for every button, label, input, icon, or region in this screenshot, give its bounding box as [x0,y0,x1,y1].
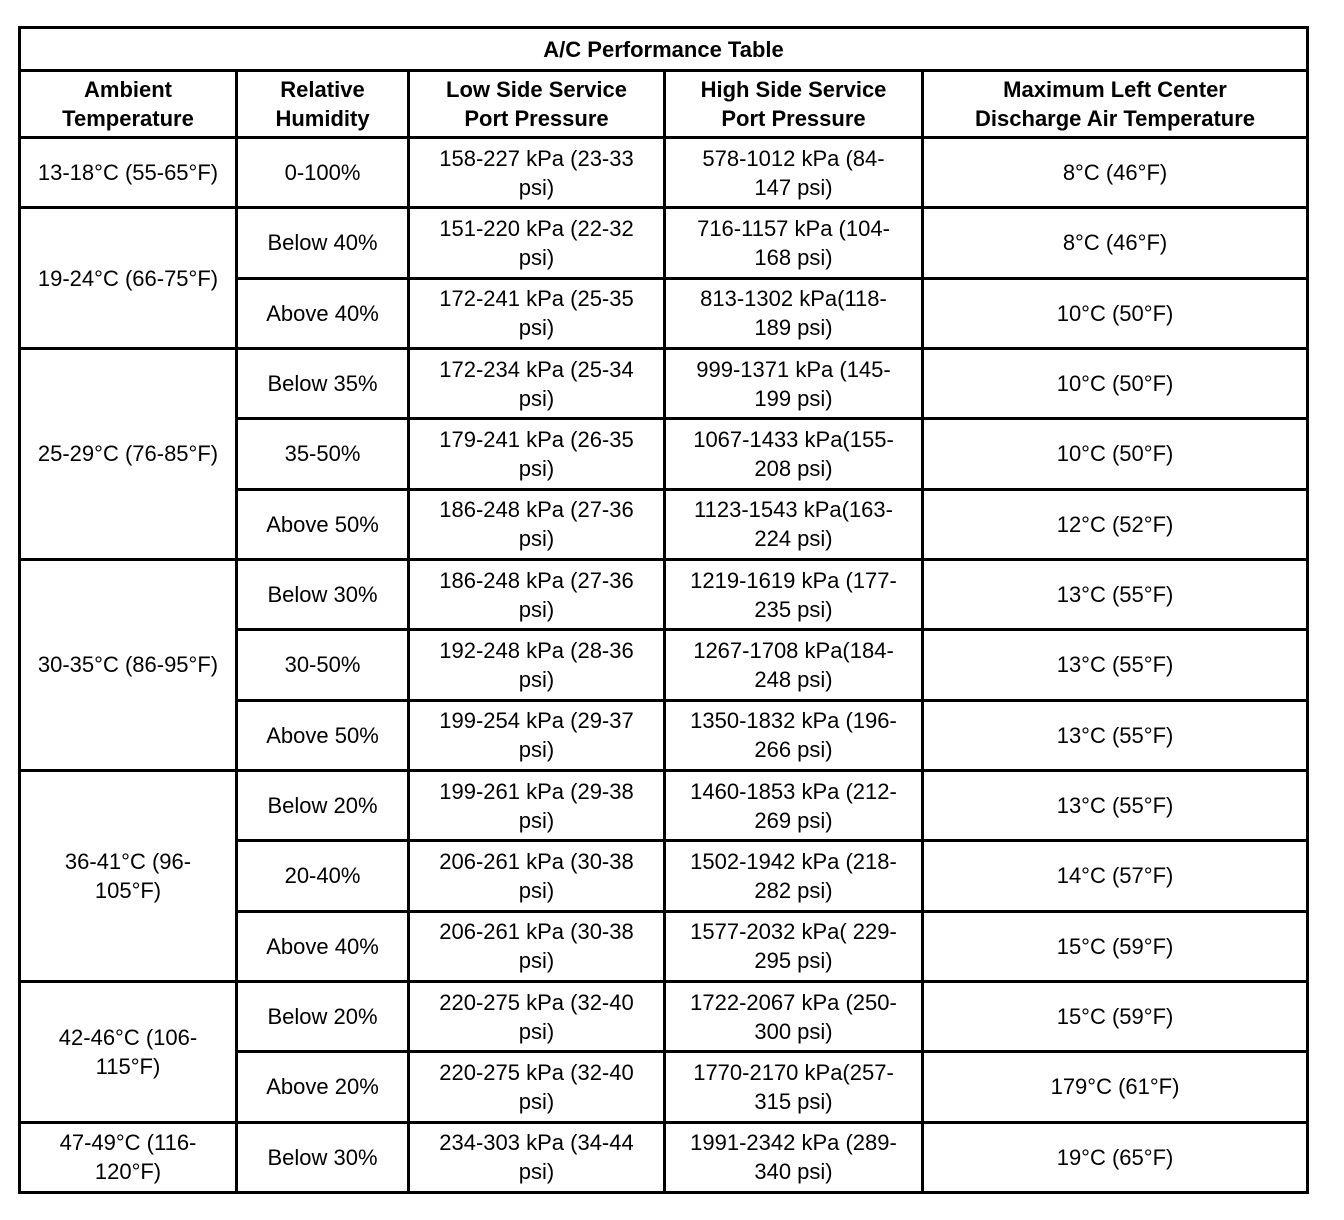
high-side-pressure-line: 269 psi) [754,807,833,833]
humidity-cell: 30-50% [237,630,409,700]
humidity-cell: 0-100% [237,138,409,208]
high-side-pressure-line: 578-1012 kPa (84- [702,145,885,171]
humidity-cell: Above 50% [237,489,409,559]
table-row [20,348,1308,418]
high-side-pressure-line: 315 psi) [754,1088,833,1114]
discharge-air-temperature-cell: 179°C (61°F) [923,1052,1308,1122]
high-side-pressure-line: 1577-2032 kPa( 229- [690,919,897,945]
humidity-cell: Below 20% [237,770,409,840]
high-side-pressure-line: 282 psi) [754,877,833,903]
humidity-cell: Below 20% [237,981,409,1051]
low-side-pressure-line: psi) [518,877,555,903]
high-side-pressure-cell [665,981,923,1051]
low-side-pressure-line: psi) [518,948,555,974]
low-side-pressure-line: psi) [518,174,555,200]
high-side-pressure-line: 1770-2170 kPa(257- [693,1059,894,1085]
ambient-temperature-line: 13-18°C (55-65°F) [37,160,219,186]
ambient-temperature-line: 30-35°C (86-95°F) [37,652,219,678]
header-low-side-pressure [409,71,665,138]
high-side-pressure-line: 1460-1853 kPa (212- [690,778,897,804]
high-side-pressure-line: 300 psi) [754,1018,833,1044]
low-side-pressure-cell [409,559,665,629]
ac-performance-table [18,26,1309,1194]
high-side-pressure-line: 189 psi) [754,315,833,341]
humidity-cell: 20-40% [237,841,409,911]
high-side-pressure-cell [665,1122,923,1192]
high-side-pressure-cell [665,630,923,700]
low-side-pressure-line: 220-275 kPa (32-40 [439,1059,634,1085]
humidity-cell: 35-50% [237,419,409,489]
ambient-temperature-line: 19-24°C (66-75°F) [37,265,219,291]
low-side-pressure-line: 179-241 kPa (26-35 [439,426,634,452]
header-line: Port Pressure [464,106,609,131]
high-side-pressure-line: 235 psi) [754,596,833,622]
humidity-cell: Above 40% [237,278,409,348]
table-title: A/C Performance Table [20,28,1308,71]
high-side-pressure-line: 224 psi) [754,526,833,552]
low-side-pressure-cell [409,1122,665,1192]
high-side-pressure-cell [665,138,923,208]
low-side-pressure-line: psi) [518,1159,555,1185]
low-side-pressure-cell [409,489,665,559]
low-side-pressure-line: psi) [518,455,555,481]
header-row [20,71,1308,138]
humidity-cell: Below 40% [237,208,409,278]
low-side-pressure-cell [409,138,665,208]
high-side-pressure-cell [665,911,923,981]
low-side-pressure-cell [409,981,665,1051]
low-side-pressure-line: 199-261 kPa (29-38 [439,778,634,804]
header-discharge-air-temperature [923,71,1308,138]
low-side-pressure-line: psi) [518,1088,555,1114]
ambient-temperature-cell [20,559,237,770]
high-side-pressure-line: 266 psi) [754,737,833,763]
high-side-pressure-line: 208 psi) [754,455,833,481]
header-line: Low Side Service [446,77,627,102]
high-side-pressure-cell [665,348,923,418]
high-side-pressure-cell [665,419,923,489]
header-relative-humidity [237,71,409,138]
discharge-air-temperature-cell: 13°C (55°F) [923,700,1308,770]
header-line: High Side Service [700,77,887,102]
header-line: Maximum Left Center [1003,77,1227,102]
high-side-pressure-line: 295 psi) [754,948,833,974]
discharge-air-temperature-cell: 10°C (50°F) [923,278,1308,348]
ambient-temperature-cell [20,1122,237,1192]
low-side-pressure-line: psi) [518,526,555,552]
low-side-pressure-cell [409,1052,665,1122]
low-side-pressure-cell [409,770,665,840]
ambient-temperature-cell [20,770,237,981]
table-row [20,770,1308,840]
low-side-pressure-cell [409,278,665,348]
discharge-air-temperature-cell: 19°C (65°F) [923,1122,1308,1192]
high-side-pressure-line: 1067-1433 kPa(155- [693,426,894,452]
low-side-pressure-cell [409,348,665,418]
header-line: Ambient [84,77,172,102]
header-line: Relative [280,77,365,102]
discharge-air-temperature-cell: 10°C (50°F) [923,419,1308,489]
discharge-air-temperature-cell: 14°C (57°F) [923,841,1308,911]
ambient-temperature-line: 47-49°C (116- [59,1130,197,1156]
low-side-pressure-line: psi) [518,385,555,411]
table-row [20,1122,1308,1192]
low-side-pressure-line: 151-220 kPa (22-32 [439,215,634,241]
high-side-pressure-cell [665,208,923,278]
discharge-air-temperature-cell: 15°C (59°F) [923,911,1308,981]
humidity-cell: Below 30% [237,559,409,629]
humidity-cell: Below 35% [237,348,409,418]
humidity-cell: Above 50% [237,700,409,770]
low-side-pressure-line: 234-303 kPa (34-44 [439,1130,634,1156]
humidity-cell: Below 30% [237,1122,409,1192]
high-side-pressure-line: 1267-1708 kPa(184- [693,637,894,663]
high-side-pressure-cell [665,770,923,840]
ambient-temperature-cell [20,138,237,208]
low-side-pressure-line: psi) [518,1018,555,1044]
low-side-pressure-line: psi) [518,807,555,833]
humidity-cell: Above 20% [237,1052,409,1122]
low-side-pressure-line: psi) [518,666,555,692]
discharge-air-temperature-cell: 12°C (52°F) [923,489,1308,559]
table-row [20,138,1308,208]
low-side-pressure-cell [409,911,665,981]
ambient-temperature-line: 25-29°C (76-85°F) [37,441,219,467]
high-side-pressure-line: 1502-1942 kPa (218- [690,848,897,874]
low-side-pressure-line: 158-227 kPa (23-33 [439,145,634,171]
high-side-pressure-line: 199 psi) [754,385,833,411]
discharge-air-temperature-cell: 13°C (55°F) [923,630,1308,700]
ambient-temperature-line: 36-41°C (96- [64,848,192,874]
header-ambient-temperature [20,71,237,138]
low-side-pressure-line: 172-234 kPa (25-34 [439,356,634,382]
table-row [20,559,1308,629]
ambient-temperature-cell [20,208,237,349]
low-side-pressure-line: 186-248 kPa (27-36 [439,497,634,523]
high-side-pressure-line: 999-1371 kPa (145- [696,356,891,382]
ambient-temperature-line: 105°F) [94,877,162,903]
high-side-pressure-line: 1219-1619 kPa (177- [690,567,897,593]
high-side-pressure-line: 1350-1832 kPa (196- [690,708,897,734]
high-side-pressure-cell [665,1052,923,1122]
ambient-temperature-cell [20,348,237,559]
high-side-pressure-line: 716-1157 kPa (104- [697,215,890,241]
low-side-pressure-line: 206-261 kPa (30-38 [439,848,634,874]
low-side-pressure-line: psi) [518,737,555,763]
high-side-pressure-cell [665,278,923,348]
table-body [20,138,1308,1193]
high-side-pressure-cell [665,700,923,770]
low-side-pressure-line: 199-254 kPa (29-37 [439,708,634,734]
ambient-temperature-line: 42-46°C (106- [58,1024,198,1050]
header-line: Humidity [275,106,370,131]
low-side-pressure-line: 206-261 kPa (30-38 [439,919,634,945]
high-side-pressure-line: 1991-2342 kPa (289- [690,1130,897,1156]
humidity-cell: Above 40% [237,911,409,981]
high-side-pressure-line: 813-1302 kPa(118- [700,286,887,312]
high-side-pressure-line: 168 psi) [754,244,833,270]
table-row [20,208,1308,278]
discharge-air-temperature-cell: 10°C (50°F) [923,348,1308,418]
low-side-pressure-line: 186-248 kPa (27-36 [439,567,634,593]
ambient-temperature-cell [20,981,237,1122]
low-side-pressure-line: psi) [518,244,555,270]
table-row [20,981,1308,1051]
low-side-pressure-cell [409,630,665,700]
low-side-pressure-cell [409,841,665,911]
discharge-air-temperature-cell: 15°C (59°F) [923,981,1308,1051]
header-line: Discharge Air Temperature [975,106,1256,131]
title-row [20,28,1308,71]
low-side-pressure-cell [409,208,665,278]
low-side-pressure-line: 220-275 kPa (32-40 [439,989,634,1015]
high-side-pressure-cell [665,841,923,911]
low-side-pressure-line: 192-248 kPa (28-36 [439,637,634,663]
high-side-pressure-line: 1722-2067 kPa (250- [690,989,897,1015]
high-side-pressure-cell [665,559,923,629]
ambient-temperature-line: 120°F) [94,1159,162,1185]
high-side-pressure-line: 340 psi) [754,1159,833,1185]
header-high-side-pressure [665,71,923,138]
discharge-air-temperature-cell: 8°C (46°F) [923,208,1308,278]
header-line: Port Pressure [721,106,866,131]
low-side-pressure-cell [409,419,665,489]
high-side-pressure-line: 248 psi) [754,666,833,692]
discharge-air-temperature-cell: 13°C (55°F) [923,559,1308,629]
low-side-pressure-cell [409,700,665,770]
discharge-air-temperature-cell: 8°C (46°F) [923,138,1308,208]
discharge-air-temperature-cell: 13°C (55°F) [923,770,1308,840]
header-line: Temperature [62,106,194,131]
low-side-pressure-line: psi) [518,315,555,341]
high-side-pressure-cell [665,489,923,559]
high-side-pressure-line: 147 psi) [754,174,833,200]
high-side-pressure-line: 1123-1543 kPa(163- [694,497,893,523]
ambient-temperature-line: 115°F) [95,1053,161,1079]
low-side-pressure-line: 172-241 kPa (25-35 [439,286,634,312]
low-side-pressure-line: psi) [518,596,555,622]
